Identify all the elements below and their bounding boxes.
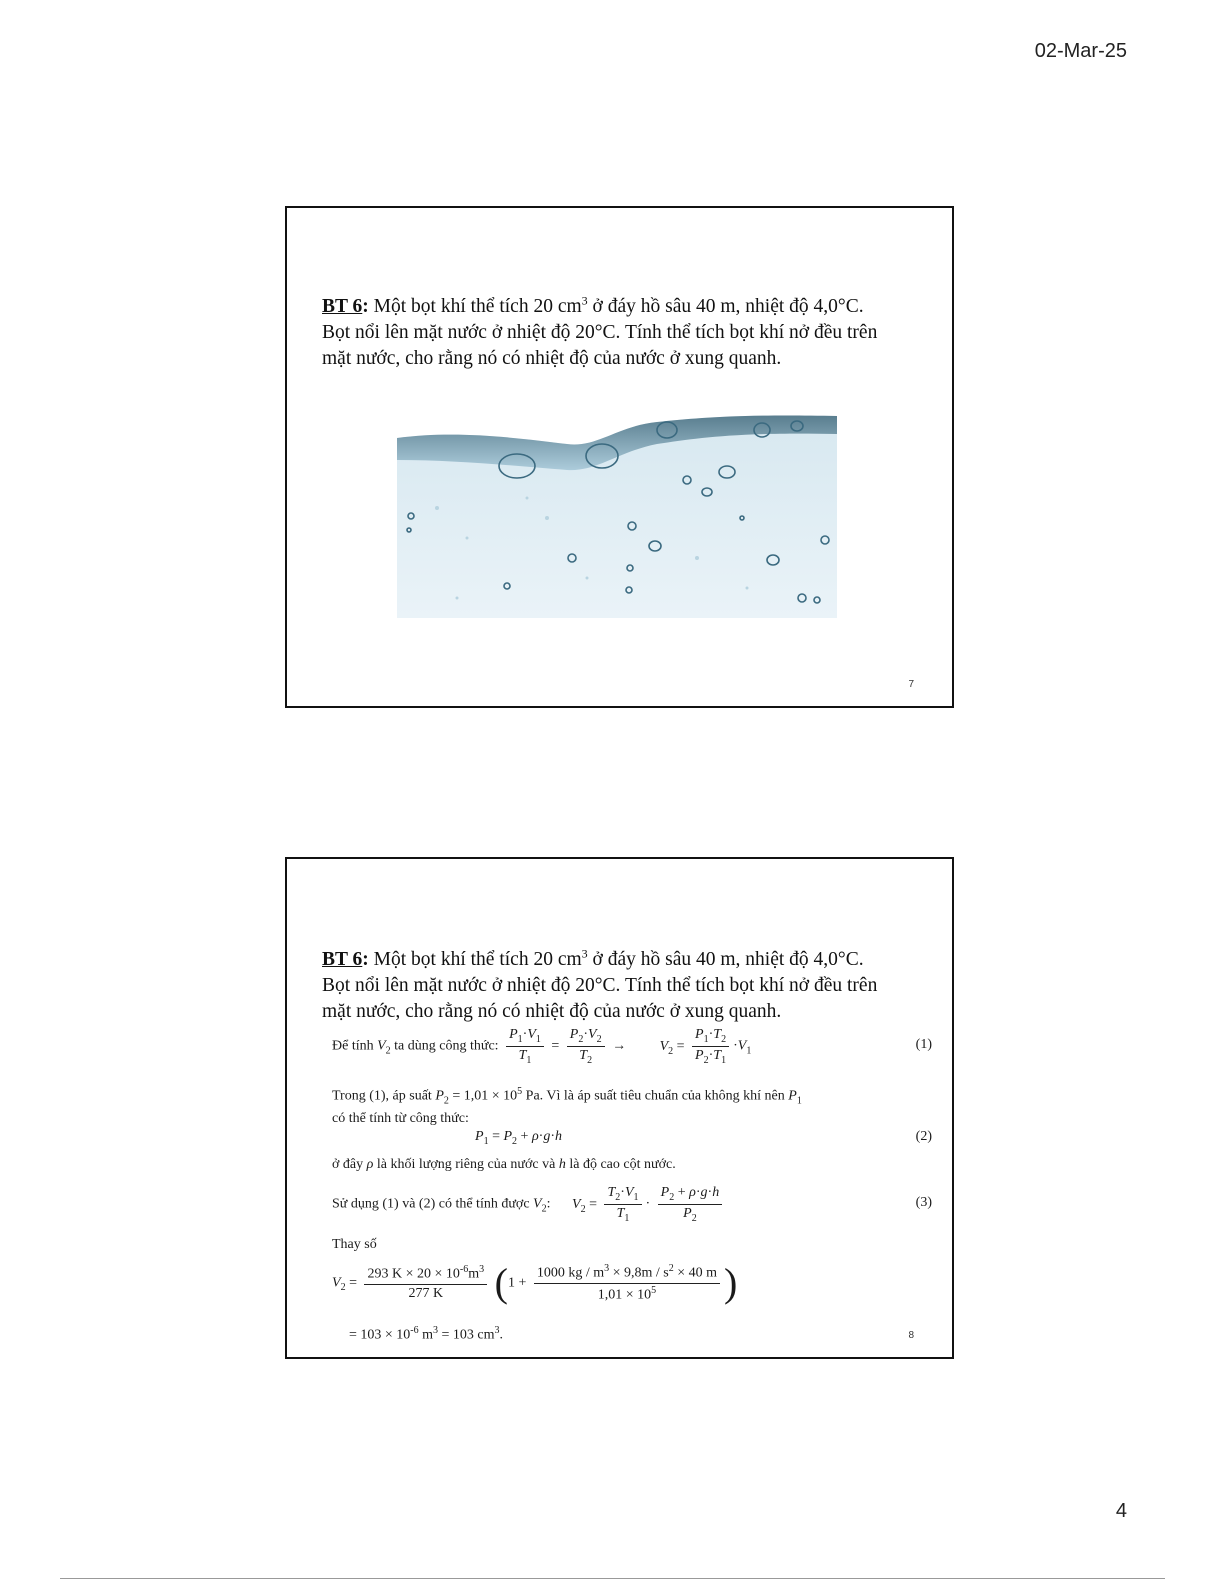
solution-eq2: $P_1 = P_2 + \rho\cdot g\cdot h$ (2) bbox=[475, 1129, 932, 1147]
slide-number: 8 bbox=[908, 1330, 914, 1341]
solution-substitute-label: Thay số bbox=[332, 1237, 377, 1252]
solution-paragraph-2: Trong (1), áp suất $P_2 = 1,01 \times 10^5$ Pa. Vì là áp suất tiêu chuẩn của không khí nên $P_1$ có thể tính từ công thức: bbox=[332, 1086, 802, 1127]
slide-8 bbox=[285, 857, 954, 1359]
bottom-divider bbox=[60, 1578, 1165, 1579]
problem-tag: BT 6 bbox=[322, 949, 363, 970]
slide-number: 7 bbox=[908, 679, 914, 690]
solution-substitution: $V_2$ = $\frac{293 K \times 20 \times 10^{-6}m^3}{277 K}$ (1 + $\frac{1000 kg / m^3 \times 9,8m / s^2 \times 40 m}{1,01 \times 10^5}$ ) bbox=[332, 1260, 738, 1306]
solution-paragraph-3: ở đây ρ là khối lượng riêng của nước và h là độ cao cột nước. bbox=[332, 1157, 676, 1172]
problem-tag: BT 6 bbox=[322, 296, 363, 317]
slide-7 bbox=[285, 206, 954, 708]
solution-result: = $103 \times 10^{-6}$ $m^3 = 103$ $cm^3$. bbox=[349, 1325, 504, 1343]
page-date: 02-Mar-25 bbox=[1034, 40, 1127, 62]
problem-statement: BT 6: Một bọt khí thể tích 20 $cm^3$ ở đáy hồ sâu 40 m, nhiệt độ 4,0°C. Bọt nổi lên mặt nước ở nhiệt độ 20°C. Tính thể tích bọt khí nở đều trên mặt nước, cho rằng nó có nhiệt độ của nước ở xung quanh. bbox=[322, 946, 878, 1022]
water-bubbles-image bbox=[397, 408, 837, 618]
solution-eq1: Để tính $V_2$ ta dùng công thức: $\frac{P_1\cdot V_1}{T_1}$ = $\frac{P_2\cdot V_2}{T_2}$ → $V_2$ = $\frac{P_1\cdot T_2}{P_2\cdot T_1}$ $\cdot V_1$ (1) bbox=[332, 1027, 932, 1066]
solution-eq3: Sử dụng (1) và (2) có thể tính được $V_2$: $V_2$ = $\frac{T_2\cdot V_1}{T_1}$ · $\frac{P_2 + \rho\cdot g\cdot h}{P_2}$ (3) bbox=[332, 1185, 932, 1224]
page-number: 4 bbox=[1115, 1500, 1127, 1522]
problem-statement: BT 6: Một bọt khí thể tích 20 $cm^3$ ở đáy hồ sâu 40 m, nhiệt độ 4,0°C. Bọt nổi lên mặt nước ở nhiệt độ 20°C. Tính thể tích bọt khí nở đều trên mặt nước, cho rằng nó có nhiệt độ của nước ở xung quanh. bbox=[322, 293, 878, 369]
